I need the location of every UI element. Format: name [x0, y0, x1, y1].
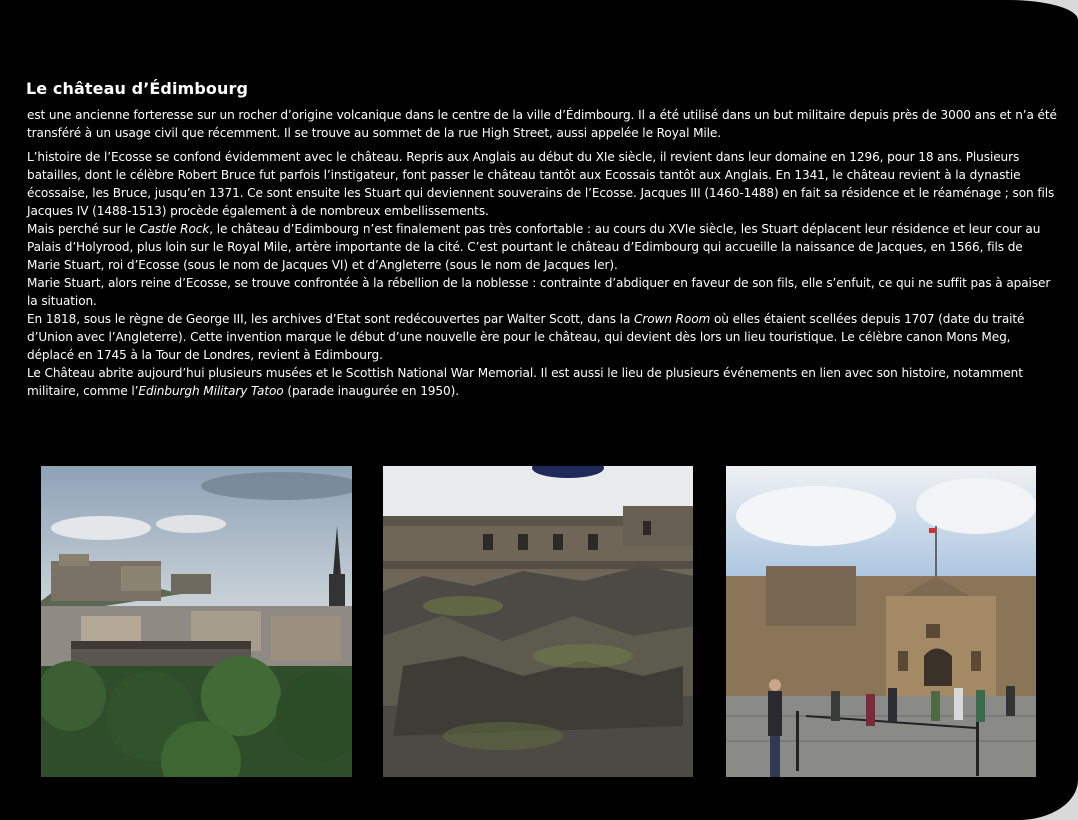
text-run: où elles étaient scellées depuis 1707 (date du traité d’Union avec l’Angleterre). Cette invention marque le début d’une nouvelle ère pour le château, qui devient dès lors un lieu touristique. Le célèbre canon Mons Meg, déplacé en 1745 à la Tour de Londres, revient à Edimbourg.: [27, 312, 1025, 362]
paragraph-intro: [27, 106, 1059, 142]
text-run: L’histoire de l’Ecosse se confond évidemment avec le château. Repris aux Anglais au début du XIe siècle, il revient dans leur domaine en 1296, pour 18 ans. Plusieurs batailles, dont le célèbre Robert Bruce fut parfois l’instigateur, font passer le château tantôt aux Ecossais tantôt aux Anglais. En 1341, le château revient à la dynastie écossaise, les Bruce, jusqu’en 1371. Ce sont ensuite les Stuart qui deviennent souverains de l’Ecosse. Jacques III (1460-1488) en fait sa résidence et le réaménage ; son fils Jacques IV (1488-1513) procède également à de nombreux embellissements.: [27, 150, 1055, 218]
text-run-italic: Castle Rock: [139, 222, 210, 236]
paragraph-today: [27, 364, 1059, 400]
text-run-italic: Crown Room: [634, 312, 711, 326]
page-title: Le château d’Édimbourg: [26, 79, 248, 98]
paragraph-1818: [27, 310, 1059, 364]
text-run: , le château d’Edimbourg n’est finalement pas très confortable : au cours du XVIe siècle, les Stuart déplacent leur résidence et leur cour au Palais d’Holyrood, plus loin sur le Royal Mile, artère importante de la cité. C’est pourtant le château d’Edimbourg qui accueille la naissance de Jacques, en 1566, fils de Marie Stuart, roi d’Ecosse (sous le nom de Jacques VI) et d’Angleterre (sous le nom de Jacques Ier).: [27, 222, 1041, 272]
text-run: Marie Stuart, alors reine d’Ecosse, se trouve confrontée à la rébellion de la noblesse : contrainte d’abdiquer en faveur de son fils, elle s’enfuit, ce qui ne suffit pas à apaiser la situation.: [27, 276, 1051, 308]
text-run-italic: Edinburgh Military Tatoo: [138, 384, 284, 398]
paragraph-history: [27, 148, 1059, 220]
text-run: En 1818, sous le règne de George III, les archives d’Etat sont redécouvertes par Walter Scott, dans la: [27, 312, 635, 326]
castle-gatehouse-photo: [726, 466, 1036, 777]
castle-skyline-photo: [41, 466, 352, 777]
text-run: Le Château abrite aujourd’hui plusieurs musées et le Scottish National War Memorial. Il est aussi le lieu de plusieurs événements en lien avec son histoire, notamment militaire, comme l’: [27, 366, 1023, 398]
paragraph-marie-stuart: [27, 274, 1059, 310]
castle-rock-photo: [383, 466, 693, 777]
paragraph-castle-rock: [27, 220, 1059, 274]
text-run: Mais perché sur le: [27, 222, 140, 236]
text-run: (parade inaugurée en 1950).: [283, 384, 459, 398]
article-body: [27, 106, 1059, 400]
text-run: est une ancienne forteresse sur un rocher d’origine volcanique dans le centre de la ville d’Édimbourg. Il a été utilisé dans un but militaire depuis près de 3000 ans et n’a été transféré à un usage civil que récemment. Il se trouve au sommet de la rue High Street, aussi appelée le Royal Mile.: [27, 108, 1057, 140]
